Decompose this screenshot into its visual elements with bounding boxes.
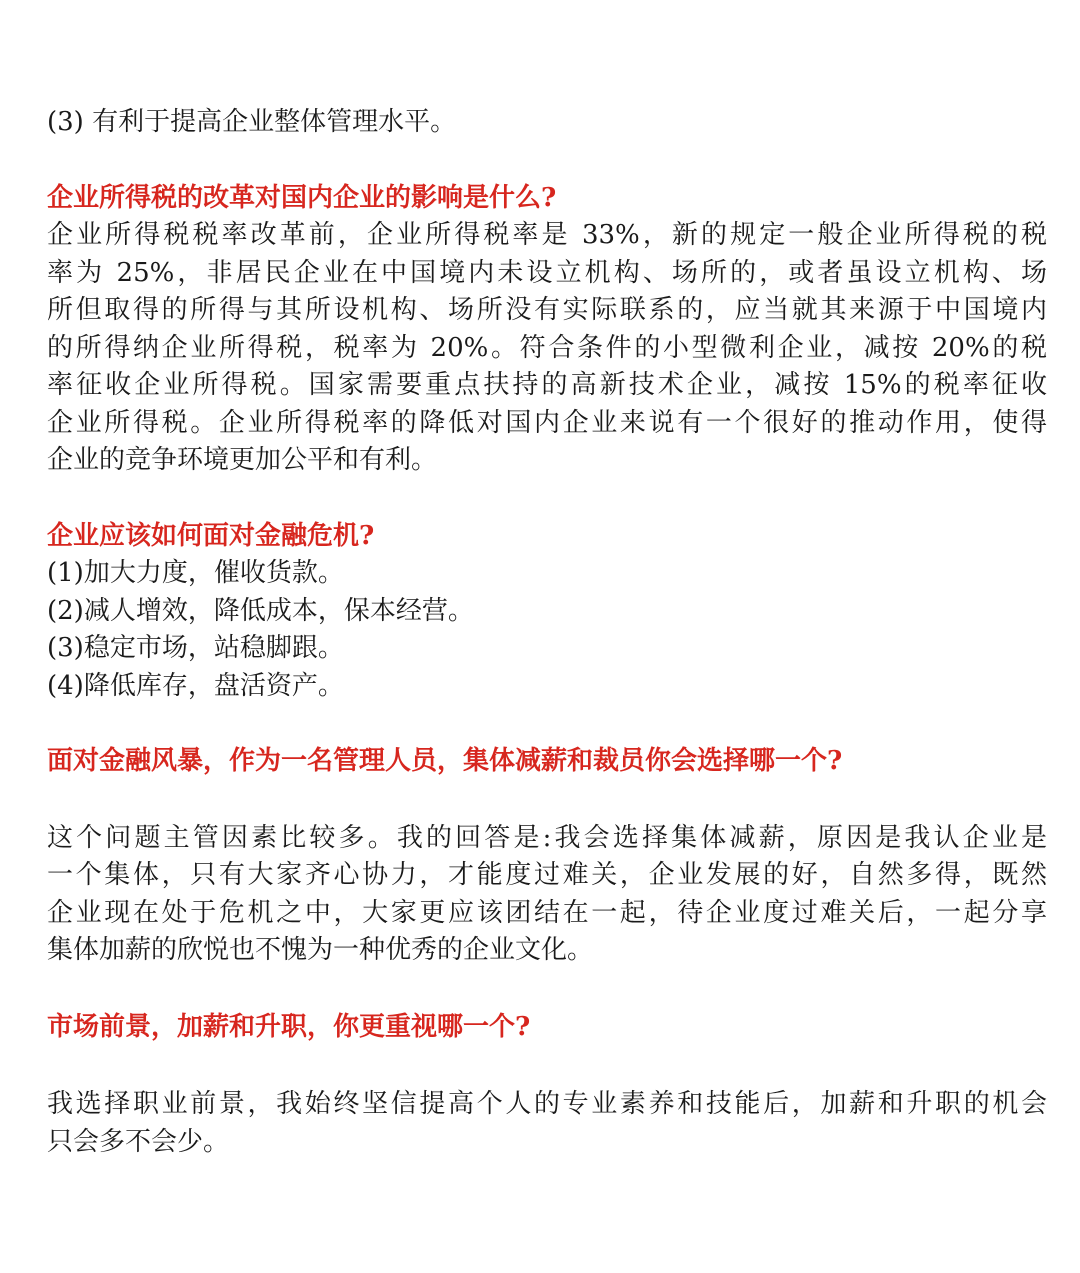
section-heading-financial-crisis: 企业应该如何面对金融危机? bbox=[47, 520, 375, 551]
paragraph-line: 所但取得的所得与其所设机构、场所没有实际联系的，应当就其来源于中国境内 bbox=[47, 295, 1047, 325]
paragraph-line: 的所得纳企业所得税，税率为 20%。符合条件的小型微利企业，减按 20%的税 bbox=[47, 332, 1047, 363]
section-heading-career-prospect: 市场前景，加薪和升职，你更重视哪一个? bbox=[47, 1011, 531, 1042]
paragraph-line: 集体加薪的欣悦也不愧为一种优秀的企业文化。 bbox=[47, 935, 594, 965]
paragraph-line: 只会多不会少。 bbox=[47, 1126, 230, 1157]
paragraph-line: 我选择职业前景，我始终坚信提高个人的专业素养和技能后，加薪和升职的机会 bbox=[47, 1089, 1047, 1119]
section-heading-salary-vs-layoff: 面对金融风暴，作为一名管理人员，集体减薪和裁员你会选择哪一个? bbox=[47, 746, 843, 776]
paragraph-line: 这个问题主管因素比较多。我的回答是:我会选择集体减薪，原因是我认企业是 bbox=[47, 822, 1047, 853]
document-page bbox=[47, 104, 1047, 1161]
intro-line: (3) 有利于提高企业整体管理水平。 bbox=[47, 107, 457, 137]
paragraph-line: 一个集体，只有大家齐心协力，才能度过难关，企业发展的好，自然多得，既然 bbox=[47, 860, 1047, 890]
section-heading-tax-reform: 企业所得税的改革对国内企业的影响是什么? bbox=[47, 182, 557, 213]
spacer bbox=[47, 142, 1047, 180]
list-item: (3)稳定市场，站稳脚跟。 bbox=[47, 633, 344, 663]
spacer bbox=[47, 480, 1047, 518]
paragraph-line: 企业所得税。企业所得税率的降低对国内企业来说有一个很好的推动作用，使得 bbox=[47, 407, 1047, 438]
list-item: (1)加大力度，催收货款。 bbox=[47, 558, 344, 588]
spacer bbox=[47, 1046, 1047, 1086]
list-item: (2)减人增效，降低成本，保本经营。 bbox=[47, 595, 474, 626]
spacer bbox=[47, 781, 1047, 820]
paragraph-line: 企业现在处于危机之中，大家更应该团结在一起，待企业度过难关后，一起分享 bbox=[47, 897, 1047, 928]
paragraph-line: 率征收企业所得税。国家需要重点扶持的高新技术企业，减按 15%的税率征收 bbox=[47, 370, 1047, 400]
paragraph-line: 企业所得税税率改革前，企业所得税率是 33%，新的规定一般企业所得税的税 bbox=[47, 220, 1047, 250]
spacer bbox=[47, 970, 1047, 1009]
spacer bbox=[47, 705, 1047, 743]
list-item: (4)降低库存，盘活资产。 bbox=[47, 670, 344, 701]
paragraph-line: 率为 25%，非居民企业在中国境内未设立机构、场所的，或者虽设立机构、场 bbox=[47, 257, 1047, 288]
paragraph-line: 企业的竞争环境更加公平和有利。 bbox=[47, 445, 438, 475]
